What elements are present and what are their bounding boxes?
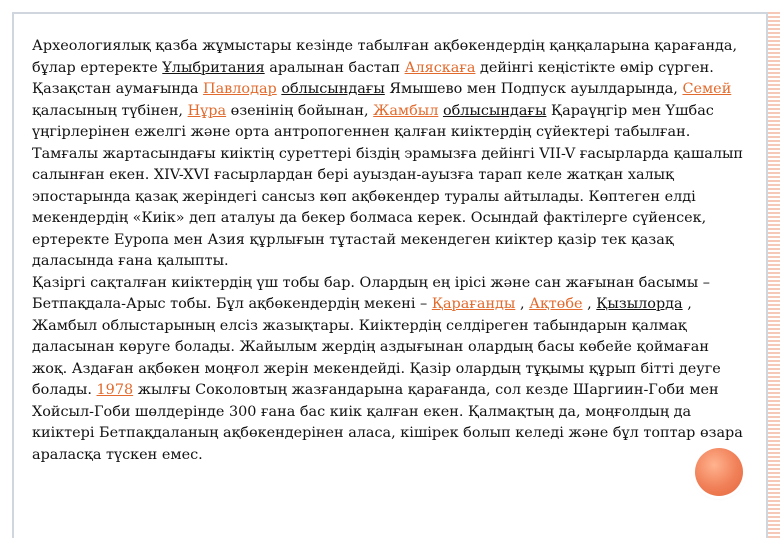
link-alaska[interactable]: Аляскаға — [404, 59, 476, 76]
link-karaganda[interactable]: Қарағанды — [431, 296, 516, 312]
link-1978[interactable]: 1978 — [96, 382, 134, 398]
link-great-britain[interactable]: Ұлыбритания — [162, 59, 265, 76]
link-zhambyl-region[interactable]: облысындағы — [442, 102, 547, 119]
orange-circle-decoration — [695, 448, 743, 496]
text-segment: Ямышево мен Подпуск ауылдарында, — [389, 81, 683, 97]
right-decorative-stripe — [768, 12, 780, 540]
link-nura[interactable]: Нұра — [187, 102, 227, 119]
link-semey[interactable]: Семей — [682, 81, 732, 97]
link-aktobe[interactable]: Ақтөбе — [529, 296, 583, 312]
text-segment: Қазіргі сақталған киіктердің үш тобы бар. Олардың ең ірісі және сан жағынан басымы – Бетпақдала-Арыс тобы. Бұл ақбөкендердің мекені – — [32, 274, 710, 312]
text-segment: өзенінің бойынан, — [230, 102, 374, 119]
text-segment: Қараүңгір мен Үшбас үңгірлерінен ежелгі және орта антропогеннен қалған киіктердің сүйектері табылған. Тамғалы жартасындағы киіктің суреттері біздің эрамызға дейінгі VII-V ғасырларда қашалып салынған екен. XIV-XVI ғасырлардан бері ауыздан-ауызға тарап келе жатқан халық эпостарында қазақ жеріндегі сансыз көп ақбөкендер туралы айтылады. Көптеген елді мекендердің «Киік» деп аталуы да бекер болмаса керек. Осындай фактілерге сүйенсек, ертеректе Еуропа мен Азия құрлығын тұтастай мекендеген киіктер қазір тек қазақ даласында ғана қалыпты. — [32, 102, 744, 269]
link-pavlodar-region[interactable]: облысындағы — [281, 81, 385, 97]
text-segment: қаласының түбінен, — [32, 102, 188, 119]
text-segment: , Жамбыл облыстарының елсіз жазықтары. Киіктердің селдіреген табындарын қалмақ даласынан көруге болады. Жайылым жердің аздығынан олардың басы көбейе қоймаған жоқ. Аздаған ақбөкен моңғол жерін мекендейді. Қазір олардың тұқымы құрып бітті деуге болады. — [32, 296, 721, 398]
paragraph-populations — [32, 273, 744, 467]
text-segment: жылғы Соколовтың жазғандарына қарағанда, сол кезде Шаргиин-Гоби мен Хойсыл-Гоби шөлдерінде 300 ғана бас киік қалған екен. Қалмақтың да, моңғолдың да киіктері Бетпақдаланың ақбөкендерінен аласа, кішірек болып келеді және бұл топтар өзара араласқа түскен емес. — [32, 382, 743, 463]
text-segment: , — [519, 296, 530, 312]
text-segment: дейінгі кеңістікте өмір сүрген. Қазақстан аумағында — [32, 59, 714, 97]
link-zhambyl[interactable]: Жамбыл — [373, 102, 439, 119]
link-kyzylorda[interactable]: Қызылорда — [596, 296, 683, 312]
text-segment: аралынан бастап — [269, 59, 405, 76]
paragraph-history — [32, 36, 744, 273]
link-pavlodar[interactable]: Павлодар — [203, 81, 277, 97]
text-segment: Археологиялық қазба жұмыстары кезінде табылған ақбөкендердің қаңқаларына қарағанда, бұлар ертеректе — [32, 38, 738, 76]
text-segment: , — [587, 296, 597, 312]
slide-text-body — [32, 36, 744, 466]
